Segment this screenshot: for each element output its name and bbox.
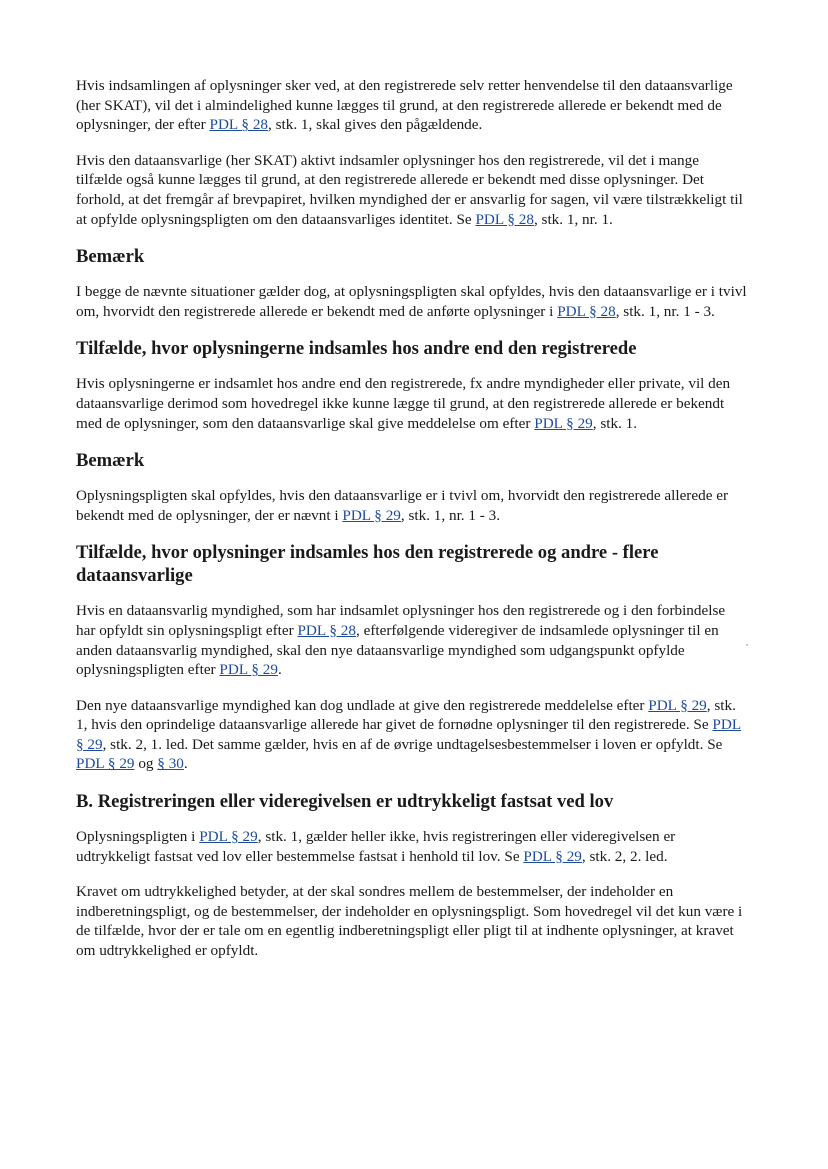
section-heading: Bemærk xyxy=(76,450,145,472)
paragraph xyxy=(76,601,748,679)
law-reference-link[interactable]: PDL § 29 xyxy=(648,696,707,714)
law-reference-link[interactable]: PDL § 28 xyxy=(557,302,616,320)
paragraph-text: . xyxy=(277,661,282,679)
section-heading: Tilfælde, hvor oplysninger indsamles hos den registrerede og andre - flere dataansvarlige xyxy=(76,542,659,587)
section-heading: Bemærk xyxy=(76,246,145,268)
paragraph-text: , stk. 1, hvis den oprindelige dataansvarlige allerede har givet de fornødne oplysninger til den registrerede. Se xyxy=(76,696,736,734)
paragraph-text: , efterfølgende videregiver de indsamlede oplysninger til en anden dataansvarlig myndighed, skal den nye dataansvarlige myndighed som udgangspunkt opfylde oplysningspligten efter xyxy=(76,621,719,679)
paragraph xyxy=(76,882,748,960)
document-body xyxy=(76,76,748,977)
paragraph-text: I begge de nævnte situationer gælder dog, at oplysningspligten skal opfyldes, hvis den dataansvarlige er i tvivl om, hvorvidt den registrerede allerede er bekendt med de anførte oplysninger i xyxy=(76,283,747,320)
paragraph xyxy=(76,151,748,229)
paragraph xyxy=(76,486,748,525)
law-reference-link[interactable]: PDL § 29 xyxy=(342,506,401,524)
law-reference-link[interactable]: PDL § 28 xyxy=(297,621,356,639)
paragraph-text: , stk. 1, skal gives den pågældende. xyxy=(268,116,483,134)
law-reference-link[interactable]: § 30 xyxy=(157,755,184,773)
paragraph-text: Hvis en dataansvarlig myndighed, som har indsamlet oplysninger hos den registrerede og i den forbindelse har opfyldt sin oplysningspligt efter xyxy=(76,602,726,639)
paragraph xyxy=(76,827,748,866)
paragraph-text: og xyxy=(134,755,158,773)
law-reference-link[interactable]: PDL § 29 xyxy=(523,847,582,865)
paragraph-text: , stk. 1, nr. 1 - 3. xyxy=(615,302,715,320)
paragraph-text: Hvis oplysningerne er indsamlet hos andre end den registrerede, fx andre myndigheder eller private, vil den dataansvarlige derimod som hovedregel ikke kunne lægge til grund, at den registrerede allerede er bekendt med de oplysninger, som den dataansvarlige skal give meddelelse om efter xyxy=(76,375,731,432)
paragraph xyxy=(76,76,748,135)
paragraph-text: , stk. 1. xyxy=(592,414,638,432)
law-reference-link[interactable]: PDL § 28 xyxy=(209,116,269,134)
law-reference-link[interactable]: PDL § 29 xyxy=(219,661,278,679)
paragraph-text: Den nye dataansvarlige myndighed kan dog undlade at give den registrerede meddelelse efter xyxy=(76,696,649,714)
paragraph-text: , stk. 1, gælder heller ikke, hvis registreringen eller videregivelsen er udtrykkeligt fastsat ved lov eller bestemmelse fastsat i henhold til lov. Se xyxy=(76,828,676,865)
law-reference-link[interactable]: PDL § 29 xyxy=(76,716,742,753)
paragraph xyxy=(76,282,748,321)
law-reference-link[interactable]: PDL § 29 xyxy=(199,828,258,846)
paragraph-text: Oplysningspligten skal opfyldes, hvis den dataansvarlige er i tvivl om, hvorvidt den registrerede allerede er bekendt med de oplysninger, der er nævnt i xyxy=(76,487,729,524)
paragraph-text: , stk. 1, nr. 1 - 3. xyxy=(400,506,501,524)
section-heading: Tilfælde, hvor oplysningerne indsamles hos andre end den registrerede xyxy=(76,338,637,360)
paragraph-text: , stk. 2, 2. led. xyxy=(581,847,668,865)
law-reference-link[interactable]: PDL § 29 xyxy=(76,755,135,773)
law-reference-link[interactable]: PDL § 28 xyxy=(475,210,534,228)
paragraph-text: , stk. 1, nr. 1. xyxy=(533,210,613,228)
paragraph-text: . xyxy=(183,755,188,773)
paragraph-text: , stk. 2, 1. led. Det samme gælder, hvis en af de øvrige undtagelsesbestemmelser i loven er opfyldt. Se xyxy=(102,735,723,753)
paragraph xyxy=(76,696,748,774)
paragraph-text: Kravet om udtrykkelighed betyder, at der skal sondres mellem de bestemmelser, der indeholder en indberetningspligt, og de bestemmelser, der indeholder en oplysningspligt. Som hovedregel vil det kun være i de tilfælde, hvor der er tale om en egentlig indberetningspligt eller pligt til at indhente oplysninger, at kravet om udtrykkelighed er opfyldt. xyxy=(76,883,743,960)
law-reference-link[interactable]: PDL § 29 xyxy=(534,414,593,432)
paragraph xyxy=(76,374,748,433)
paragraph-text: Hvis den dataansvarlige (her SKAT) aktivt indsamler oplysninger hos den registrerede, vil det i mange tilfælde også kunne lægges til grund, at den registrerede allerede er bekendt med disse oplysninger. Det forhold, at det fremgår af brevpapiret, hvilken myndighed der er ansvarlig for sagen, vil være tilstrækkeligt til at opfylde oplysningspligten om den dataansvarliges identitet. Se xyxy=(76,151,743,228)
paragraph-text: Hvis indsamlingen af oplysninger sker ved, at den registrerede selv retter henvendelse til den dataansvarlige (her SKAT), vil det i almindelighed kunne lægges til grund, at den registrerede allerede er bekendt med de oplysninger, der efter xyxy=(76,77,733,134)
margin-mark xyxy=(746,644,748,646)
section-heading: B. Registreringen eller videregivelsen er udtrykkeligt fastsat ved lov xyxy=(76,791,614,813)
paragraph-text: Oplysningspligten i xyxy=(76,828,200,846)
